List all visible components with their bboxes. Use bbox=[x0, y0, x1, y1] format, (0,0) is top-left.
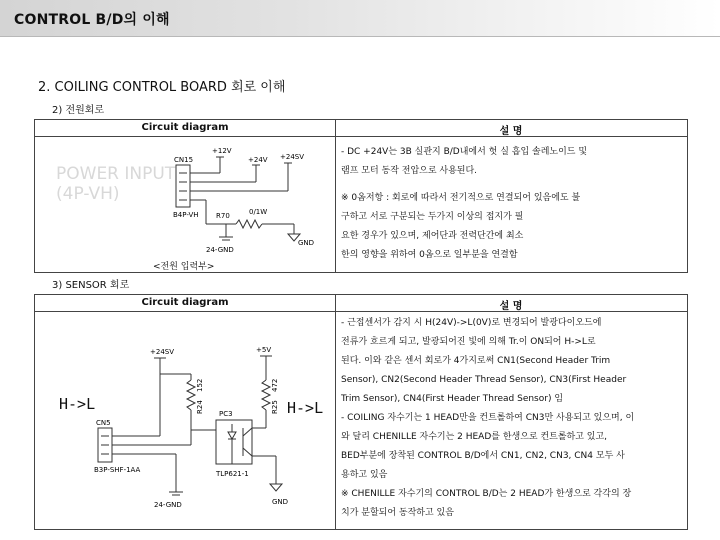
power-r70-value: 0/1W bbox=[249, 208, 268, 216]
power-caption: <전원 입력부> bbox=[153, 262, 215, 272]
sensor-5v-label: +5V bbox=[256, 346, 272, 354]
sensor-r24-resistor bbox=[187, 380, 195, 410]
sensor-24gnd-label: 24-GND bbox=[154, 501, 182, 509]
sensor-label-right: H->L bbox=[287, 399, 324, 417]
sensor-r24-label: R24 bbox=[196, 400, 204, 414]
header-bar bbox=[0, 0, 720, 36]
power-r70-label: R70 bbox=[216, 212, 230, 220]
power-circuit-diagram bbox=[36, 137, 334, 271]
power-description bbox=[341, 143, 683, 265]
power-connector-part: B4P-VH bbox=[173, 211, 199, 219]
sensor-24sv-label: +24SV bbox=[150, 348, 175, 356]
sensor-desc-line: - 근접센서가 감지 시 H(24V)->L(0V)로 변경되어 발광다이오드에 bbox=[341, 318, 602, 328]
sensor-r25-resistor bbox=[262, 380, 270, 410]
power-desc-line: 구하고 서로 구분되는 두가지 이상의 접지가 필 bbox=[341, 212, 524, 222]
sensor-table-divider bbox=[335, 295, 336, 529]
power-col-desc: 설 명 bbox=[499, 126, 523, 137]
power-desc-line: - DC +24V는 3B 실관지 B/D내에서 헛 실 흡입 솔레노이드 및 bbox=[341, 147, 588, 157]
sensor-desc-line: - COILING 자수기는 1 HEAD만을 컨트롤하여 CN3만 사용되고 있으며, 이 bbox=[341, 413, 635, 423]
power-12v-label: +12V bbox=[212, 147, 232, 155]
sensor-pc3-label: PC3 bbox=[219, 410, 233, 418]
sensor-r25-value: 472 bbox=[271, 378, 279, 392]
sensor-desc-line: 와 달리 CHENILLE 자수기는 2 HEAD를 한생으로 컨트롤하고 있고, bbox=[341, 432, 608, 442]
sensor-desc-line: 치가 분할되어 동작하고 있음 bbox=[341, 508, 454, 518]
power-faint-label-1: POWER INPUT bbox=[56, 164, 176, 184]
sensor-connector-label: CN5 bbox=[96, 419, 111, 427]
sensor-subtitle: 3) SENSOR 회로 bbox=[52, 280, 130, 291]
sensor-ground-symbol bbox=[270, 484, 282, 491]
page-title: CONTROL B/D의 이해 bbox=[14, 12, 170, 28]
sensor-photocoupler bbox=[216, 420, 252, 464]
sensor-desc-line: Sensor), CN2(Second Header Thread Sensor), CN3(First Header bbox=[341, 375, 627, 385]
sensor-r25-label: R25 bbox=[271, 400, 279, 414]
sensor-desc-line: BED부분에 장착된 CONTROL B/D에서 CN1, CN2, CN3, CN4 모두 사 bbox=[341, 451, 625, 461]
power-subtitle: 2) 전원회로 bbox=[52, 105, 105, 116]
sensor-connector-part: B3P-SHF-1AA bbox=[94, 466, 141, 474]
sensor-r24-value: 152 bbox=[196, 378, 204, 392]
power-col-circuit: Circuit diagram bbox=[141, 122, 229, 133]
header-divider bbox=[0, 36, 720, 37]
power-connector-label: CN15 bbox=[174, 156, 194, 164]
power-connector bbox=[176, 165, 190, 207]
power-table-divider bbox=[335, 120, 336, 272]
section-title: 2. COILING CONTROL BOARD 회로 이해 bbox=[38, 80, 286, 95]
power-desc-line: 램프 모터 동작 전압으로 사용된다. bbox=[341, 166, 478, 176]
sensor-desc-line: ※ CHENILLE 자수기의 CONTROL B/D는 2 HEAD가 한생으로 각각의 장 bbox=[341, 489, 632, 499]
sensor-gnd-label: GND bbox=[272, 498, 289, 506]
sensor-circuit-diagram bbox=[36, 312, 334, 528]
sensor-table bbox=[34, 294, 688, 530]
sensor-label-left: H->L bbox=[59, 395, 96, 413]
sensor-desc-line: 된다. 이와 같은 센서 회로가 4가지로써 CN1(Second Header Trim bbox=[341, 356, 611, 366]
power-resistor bbox=[236, 220, 262, 228]
sensor-description bbox=[341, 314, 683, 523]
power-table bbox=[34, 119, 688, 273]
sensor-col-circuit: Circuit diagram bbox=[141, 297, 229, 308]
sensor-col-desc: 설 명 bbox=[499, 301, 523, 312]
sensor-desc-line: Trim Sensor), CN4(First Header Thread Sensor) 임 bbox=[341, 394, 564, 404]
power-24gnd-label: 24-GND bbox=[206, 246, 234, 254]
sensor-desc-line: 용하고 있음 bbox=[341, 470, 388, 480]
power-faint-label-2: (4P-VH) bbox=[56, 184, 120, 204]
power-24sv-label: +24SV bbox=[280, 153, 305, 161]
power-desc-line: 한의 영향을 위하여 0옴으로 일부분을 연결함 bbox=[341, 250, 518, 260]
sensor-pc-part: TLP621-1 bbox=[216, 470, 249, 478]
power-24v-label: +24V bbox=[248, 156, 268, 164]
power-gnd-label: GND bbox=[298, 239, 315, 247]
sensor-desc-line: 전류가 흐르게 되고, 발광되어진 빛에 의해 Tr.이 ON되어 H->L로 bbox=[341, 337, 596, 347]
power-desc-line: ※ 0옴저항 : 회로에 따라서 전기적으로 연결되어 있음에도 불 bbox=[341, 193, 581, 203]
power-desc-line: 요한 경우가 있으며, 제어단과 전력단간에 최소 bbox=[341, 231, 524, 241]
